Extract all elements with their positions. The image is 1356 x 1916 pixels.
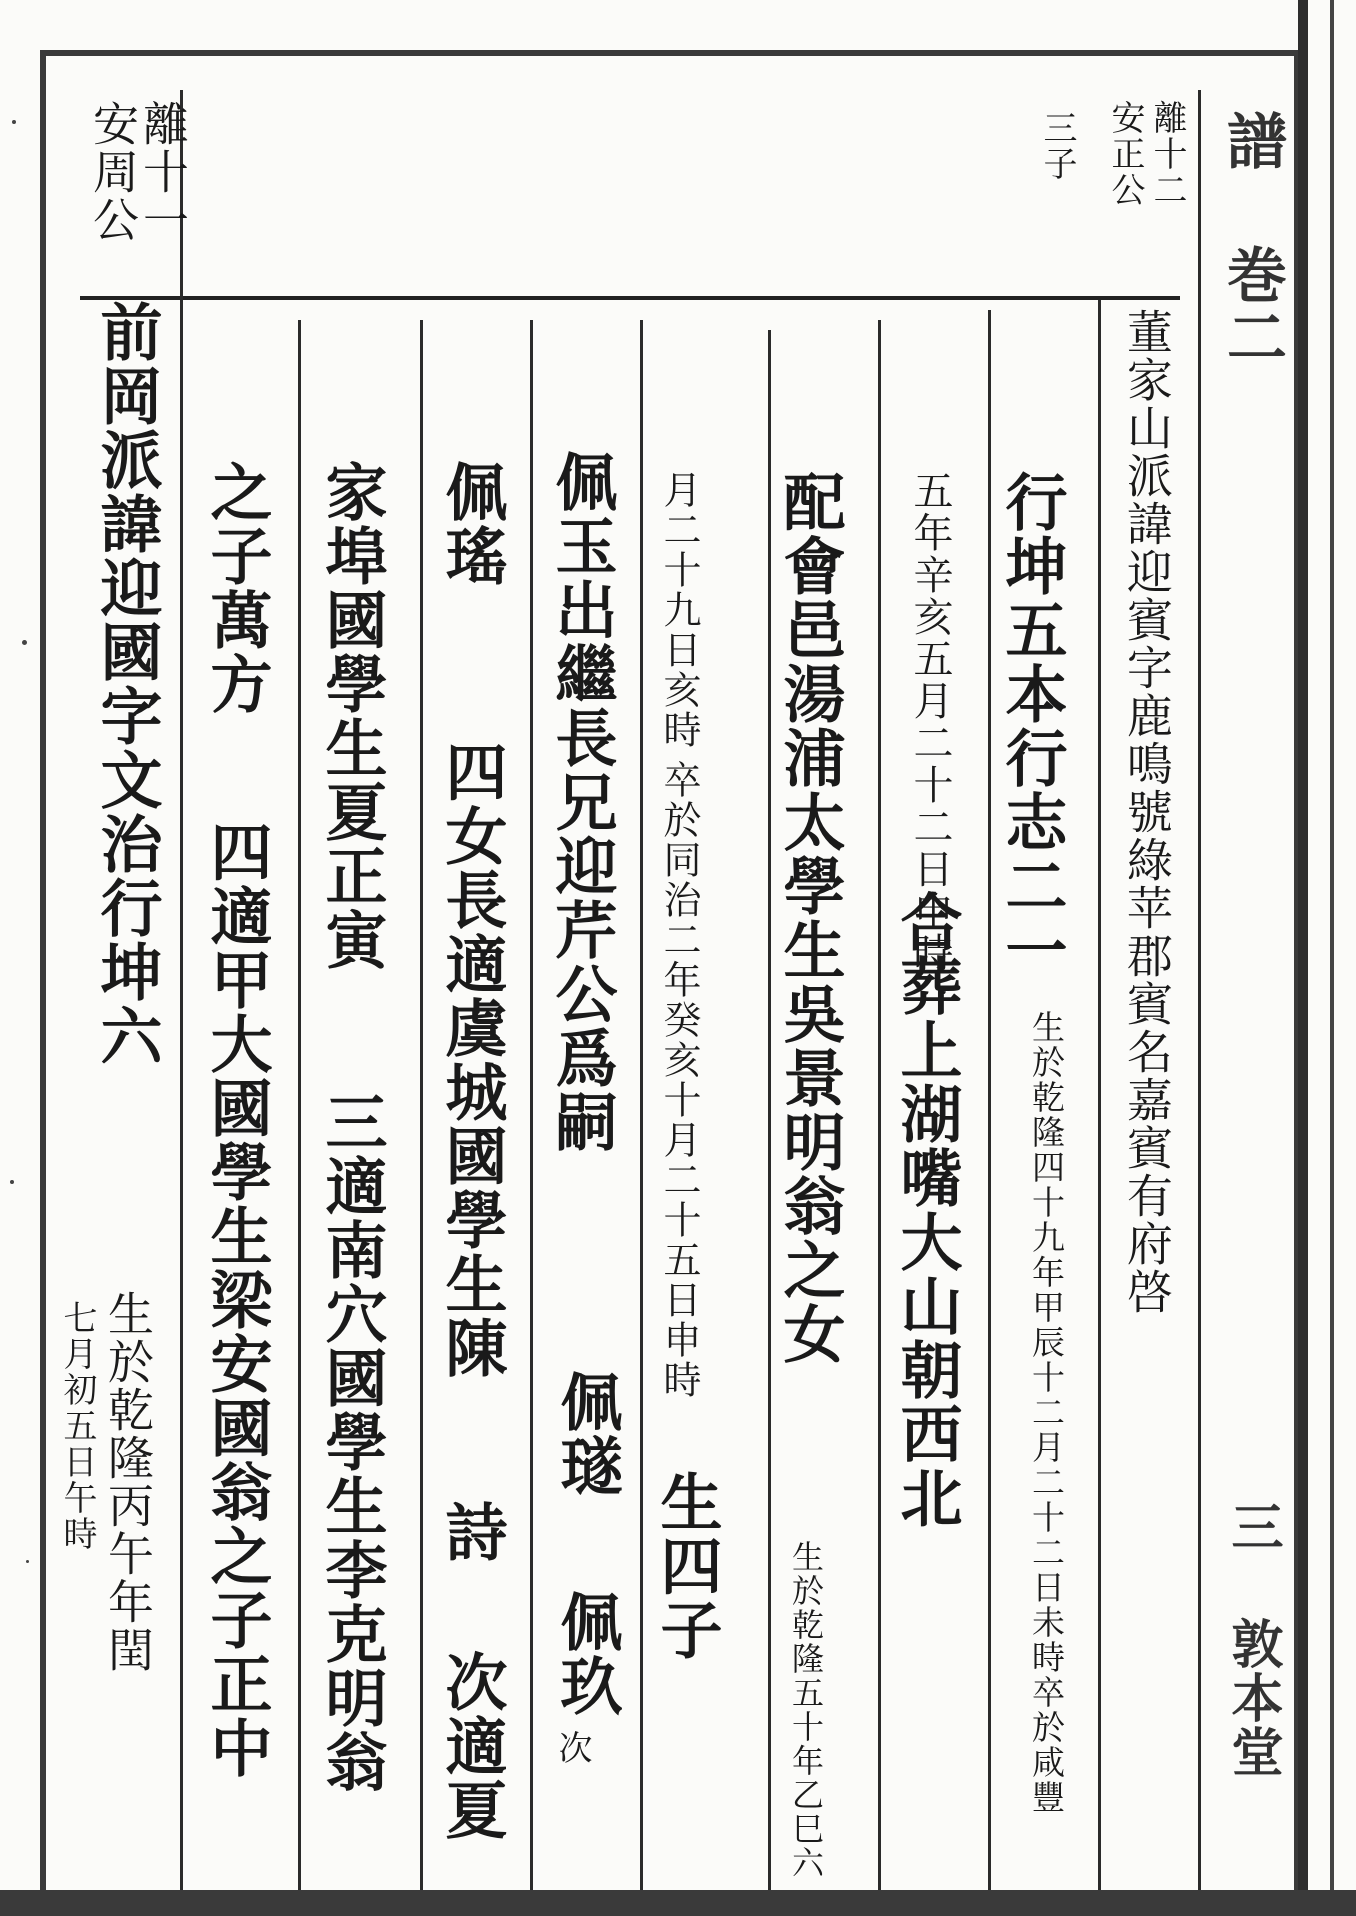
scan-speck bbox=[22, 640, 27, 645]
column-10b: 生於乾隆丙午年閏 bbox=[101, 1290, 155, 1674]
column-7b: 四女長適虞城國學生陳 bbox=[435, 740, 508, 1380]
column-3b: 合葬上湖嘴大山朝西北 bbox=[890, 890, 963, 1530]
column-6: 佩玉出繼長兄迎芹公爲嗣 bbox=[545, 450, 618, 1154]
rule-c4 bbox=[768, 330, 771, 1890]
header-divider bbox=[80, 296, 1180, 300]
column-10: 前岡派諱迎國字文治行坤六 bbox=[90, 300, 163, 1068]
rule-c2 bbox=[988, 310, 991, 1890]
rule-c5 bbox=[640, 320, 643, 1890]
rule-c3 bbox=[878, 320, 881, 1890]
frame-right-rule bbox=[1330, 0, 1334, 1916]
column-9b: 四適甲大國學生梁安國翁之子正中 bbox=[200, 820, 273, 1780]
scan-speck bbox=[12, 120, 16, 124]
header-right-col2: 安正公 bbox=[1105, 100, 1145, 208]
margin-title: 譜 巻二 bbox=[1217, 110, 1287, 368]
scan-speck bbox=[10, 1180, 14, 1184]
rule-c7 bbox=[420, 320, 423, 1890]
rule-c6 bbox=[530, 320, 533, 1890]
column-8: 家埠國學生夏正寅 bbox=[315, 460, 388, 972]
column-11: 七月初五日午時 bbox=[57, 1300, 97, 1552]
column-2: 行坤五本行志二一 bbox=[995, 470, 1068, 982]
header-left-col1: 離十一 bbox=[136, 100, 190, 244]
rule-right bbox=[1198, 90, 1201, 1890]
rule-c8 bbox=[298, 320, 301, 1890]
column-3: 五年辛亥五月二十二日申時 bbox=[907, 470, 953, 974]
rule-c1 bbox=[1098, 300, 1101, 1890]
column-5: 月二十九日亥時 bbox=[657, 470, 701, 750]
scan-speck bbox=[26, 1560, 29, 1563]
column-6c: 佩玖 bbox=[550, 1590, 623, 1718]
margin-subtitle: 三 敦本堂 bbox=[1222, 1500, 1283, 1779]
column-7c: 詩 bbox=[435, 1500, 508, 1564]
column-4: 配會邑湯浦太學生吳景明翁之女 bbox=[773, 470, 846, 1366]
frame-right-edge bbox=[1298, 0, 1308, 1916]
column-6b: 佩璲 bbox=[550, 1370, 623, 1498]
column-1: 董家山派諱迎賓字鹿鳴號綠苹郡賓名嘉賓有府啓 bbox=[1119, 308, 1174, 1316]
column-5c: 生四子 bbox=[650, 1470, 723, 1662]
rule-c9 bbox=[180, 90, 183, 1890]
frame-bottom-bar bbox=[0, 1890, 1356, 1916]
column-5b: 卒於同治二年癸亥十月二十五日申時 bbox=[657, 760, 701, 1400]
column-2b: 生於乾隆四十九年甲辰十二月二十二日未時卒於咸豐 bbox=[1027, 1010, 1066, 1815]
column-8b: 三適南穴國學生李克明翁 bbox=[315, 1090, 388, 1794]
header-right-col1: 離十二 bbox=[1147, 100, 1187, 208]
column-6d: 次 bbox=[552, 1730, 592, 1766]
header-right-col3: 三子 bbox=[1037, 110, 1077, 182]
column-7d: 次適夏 bbox=[435, 1650, 508, 1842]
header-left-col2: 安周公 bbox=[86, 100, 140, 244]
column-7: 佩瑤 bbox=[435, 460, 508, 588]
column-9: 之子萬方 bbox=[200, 460, 273, 716]
column-4b: 生於乾隆五十年乙巳六 bbox=[787, 1540, 825, 1880]
